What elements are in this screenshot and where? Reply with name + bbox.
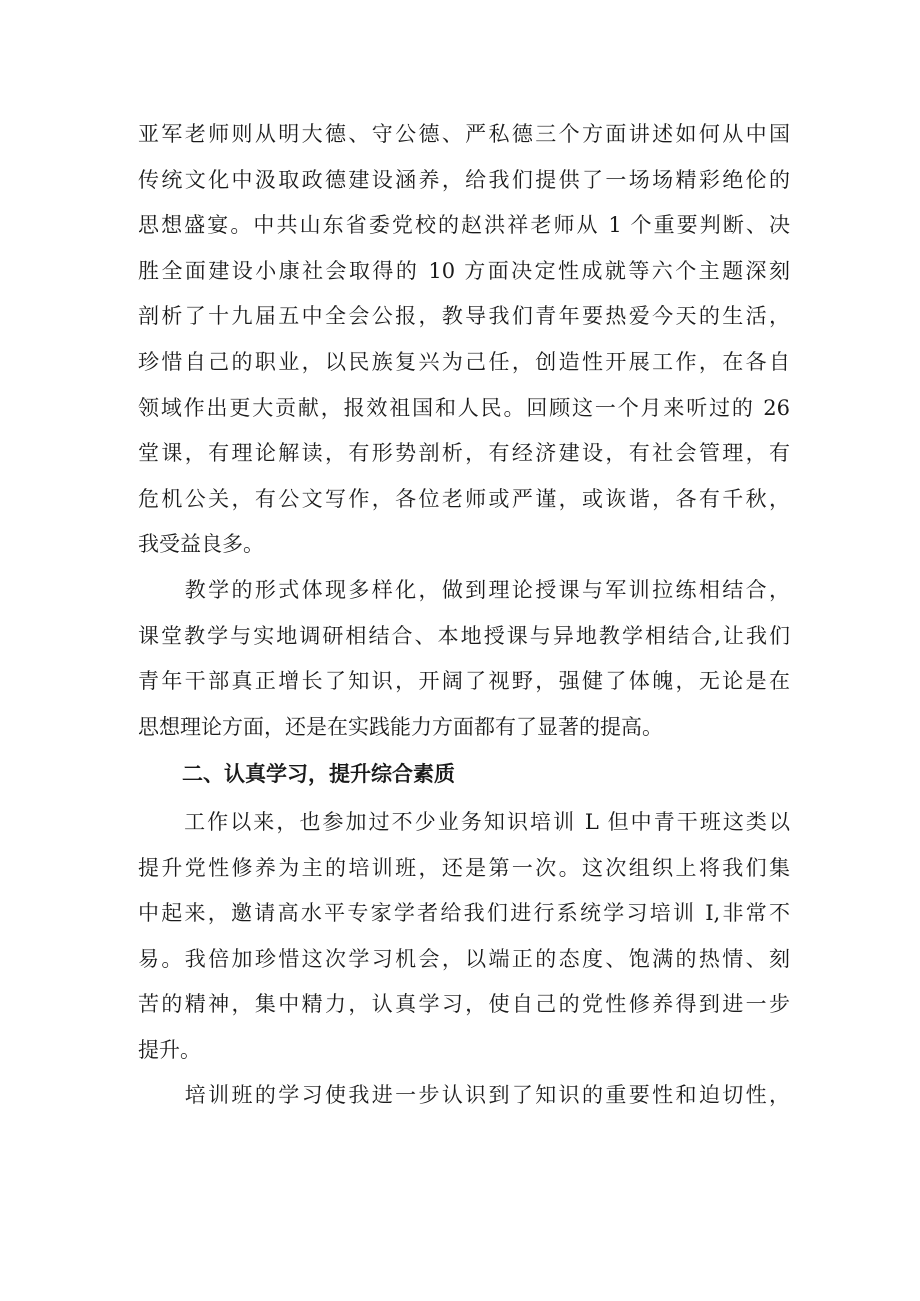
paragraph-3 bbox=[138, 800, 790, 1074]
text-line: 苦的精神，集中精力，认真学习，使自己的党性修养得到进一步 bbox=[138, 992, 790, 1017]
text-line: 危机公关，有公文写作，各位老师或严谨，或诙谐，各有千秋， bbox=[138, 486, 790, 511]
text-line: 培训班的学习使我进一步认识到了知识的重要性和迫切性， bbox=[138, 1083, 790, 1108]
text-line: 珍惜自己的职业，以民族复兴为己任，创造性开展工作，在各自 bbox=[138, 349, 790, 374]
text-line: 剖析了十九届五中全会公报，教导我们青年要热爱今天的生活， bbox=[138, 304, 790, 329]
text-line: 工作以来，也参加过不少业务知识培训 L 但中青干班这类以 bbox=[138, 809, 790, 834]
paragraph-2 bbox=[138, 568, 790, 750]
text-line: 中起来，邀请高水平专家学者给我们进行系统学习培训 I,非常不 bbox=[138, 901, 790, 926]
document-page bbox=[138, 112, 790, 1119]
text-line: 易。我倍加珍惜这次学习机会，以端正的态度、饱满的热情、刻 bbox=[138, 946, 790, 971]
paragraph-4 bbox=[138, 1073, 790, 1119]
paragraph-1 bbox=[138, 112, 790, 568]
text-line: 思想理论方面，还是在实践能力方面都有了显著的提高。 bbox=[138, 714, 663, 739]
text-line: 青年干部真正增长了知识，开阔了视野，强健了体魄，无论是在 bbox=[138, 669, 790, 694]
text-line: 提升。 bbox=[138, 1037, 201, 1062]
text-line: 思想盛宴。中共山东省委党校的赵洪祥老师从 1 个重要判断、决 bbox=[138, 213, 790, 238]
text-line: 教学的形式体现多样化，做到理论授课与军训拉练相结合， bbox=[138, 577, 790, 602]
text-line: 堂课，有理论解读，有形势剖析，有经济建设，有社会管理，有 bbox=[138, 441, 790, 466]
text-line: 课堂教学与实地调研相结合、本地授课与异地教学相结合,让我们 bbox=[138, 623, 790, 648]
text-line: 亚军老师则从明大德、守公德、严私德三个方面讲述如何从中国 bbox=[138, 122, 790, 146]
text-line: 我受益良多。 bbox=[138, 532, 264, 557]
text-line: 胜全面建设小康社会取得的 10 方面决定性成就等六个主题深刻 bbox=[138, 258, 790, 283]
text-line: 领域作出更大贡献，报效祖国和人民。回顾这一个月来听过的 26 bbox=[138, 395, 790, 420]
text-line: 提升党性修养为主的培训班，还是第一次。这次组织上将我们集 bbox=[138, 855, 790, 880]
section-heading: 二、认真学习，提升综合素质 bbox=[182, 762, 455, 787]
text-line: 传统文化中汲取政德建设涵养，给我们提供了一场场精彩绝伦的 bbox=[138, 167, 790, 192]
